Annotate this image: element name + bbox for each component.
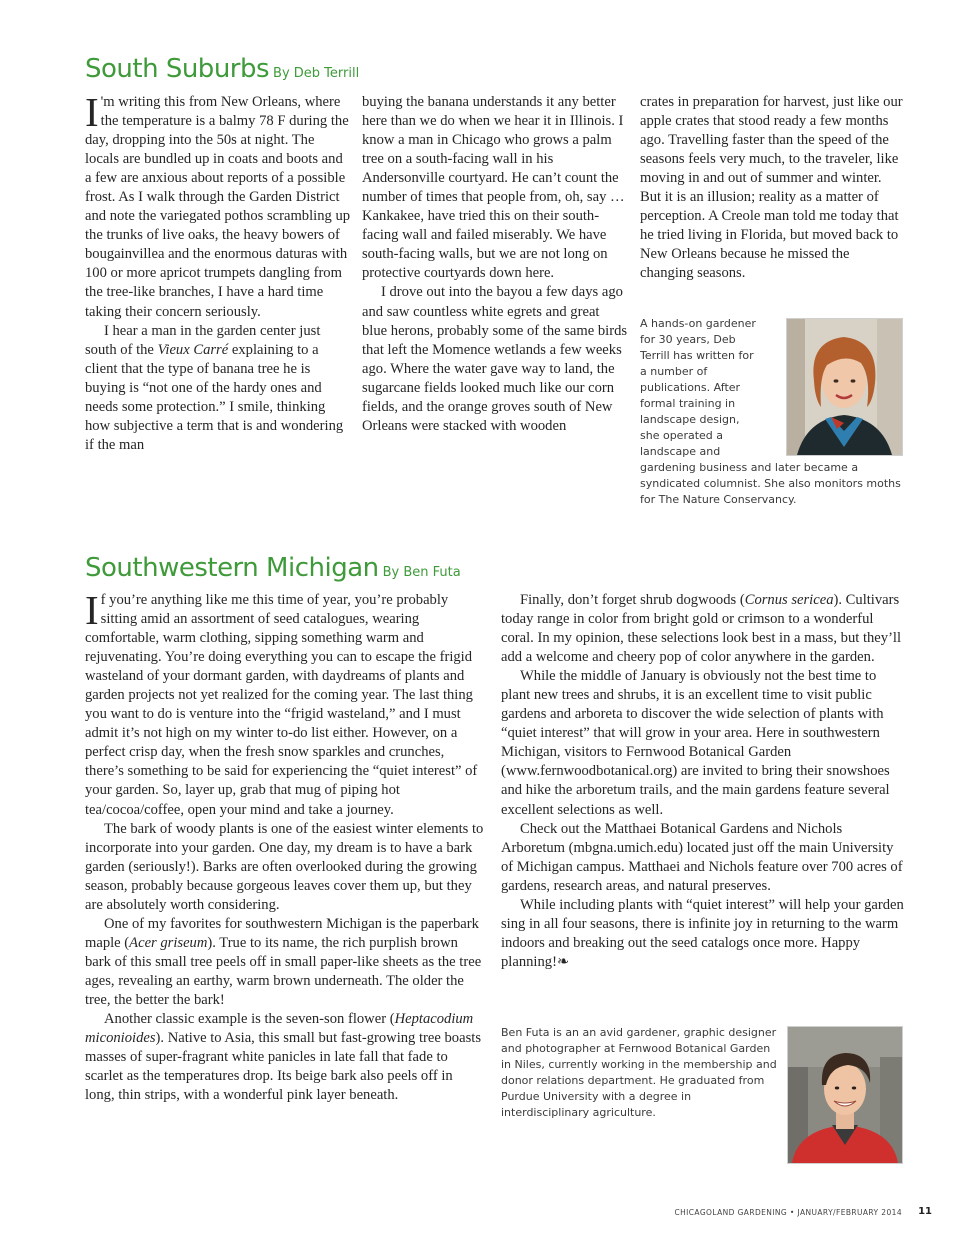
end-mark-icon: ❧ (556, 953, 570, 970)
paragraph: One of my favorites for southwestern Michigan is the paperbark maple (Acer griseum). True to its name, the rich purplish brown bark of this small tree peels off in small paper-like sheets as the tree ages, revealing an earthy, warm brown underneath. The older the tree, the better the bark! (85, 915, 482, 1008)
section-heading-southwestern-michigan (85, 555, 461, 581)
paragraph: Check out the Matthaei Botanical Gardens and Nichols Arboretum (mbgna.umich.edu) located just off the main University of Michigan campus. Matthaei and Nichols feature over 700 acres of gardens, research areas, and natural preserves. (501, 820, 903, 894)
paragraph: While including plants with “quiet interest” will help your garden sing in all four seasons, there is infinite joy in returning to the warm indoors and breaking out the seed catalogs once more. Happy planning!❧ (501, 896, 904, 970)
section-byline: By Ben Futa (382, 565, 461, 580)
article-column-2 (362, 93, 628, 436)
drop-cap: I (85, 89, 99, 135)
paragraph: While the middle of January is obviously not the best time to plant new trees and shrubs, it is an excellent time to visit public gardens and arboreta to discover the wide selection of plants with “quiet interest” that will grow in your area. Here in southwestern Michigan, visitors to Fernwood Botanical Garden (www.fernwoodbotanical.org) are invited to bring their snowshoes and hike the arboretum trails, and the main gardens feature several excellent selections as well. (501, 668, 890, 818)
drop-cap: I (85, 587, 99, 633)
paragraph: I 'm writing this from New Orleans, where the temperature is a balmy 78 F during the day, dropping into the 50s at night. The locals are bundled up in coats and boots and a few are anxious about reports of a possible frost. As I walk through the Garden District and note the variegated pothos scrambling up the trunks of live oaks, the heavy bowers of bougainvillea and the enormous daturas with 100 or more apricot trumpets dangling from the tree-like branches, I have a hard time taking their concern seriously. (85, 89, 351, 320)
article-column-2 (501, 591, 905, 972)
portrait-illustration (788, 1027, 902, 1163)
section-heading-south-suburbs (85, 56, 359, 82)
paragraph: crates in preparation for harvest, just like our apple crates that stood ready a few months ago. Travelling faster than the speed of the seasons feels very much, to the traveler, like moving in and out of summer and winter. But it is an illusion; reality as a matter of perception. A Creole man told me today that he tried living in Florida, but moved back to New Orleans because he missed the changing seasons. (640, 94, 903, 282)
section-byline: By Deb Terrill (273, 66, 360, 81)
paragraph: I hear a man in the garden center just south of the Vieux Carré explaining to a client that the type of banana tree he is buying is “not one of the hardy ones and needs some protection.” I smile, thinking how subjective a term that is and wondering if the man (85, 322, 344, 453)
bio-photo-spacer (756, 316, 902, 456)
paragraph: Another classic example is the seven-son flower (Heptacodium miconioides). Native to Asia, this small but fast-growing tree boasts masses of super-fragrant white panicles in late fall that fade to scarlet as the temperatures drop. Its beige bark also peels off in long, thin strips, with a wonderful pink layer beneath. (85, 1011, 481, 1104)
page-number: 11 (918, 1206, 932, 1217)
section-title: South Suburbs (85, 54, 270, 84)
article-column-3 (640, 93, 906, 283)
paragraph: I drove out into the bayou a few days ago and saw countless white egrets and great blue herons, probably some of the same birds that left the Momence wetlands a few weeks ago. Where the water gave way to land, the sugarcane fields looked much like our corn fields, and the orange groves south of New Orleans were stacked with wooden (362, 284, 628, 434)
paragraph: Finally, don’t forget shrub dogwoods (Cornus sericea). Cultivars today range in color from bright gold or crimson to a wonderful coral. In my opinion, these selections look best in a mass, but they’ll add a welcome and cheery pop of color anywhere in the garden. (501, 592, 902, 666)
paragraph: If you’re anything like me this time of year, you’re probably sitting amid an assortment of seed catalogues, wearing comfortable, warm clothing, sipping something warm and rejuvenating. You’re doing everything you can to escape the frigid wasteland of your dormant garden, with daydreams of plants and garden projects not yet realized for the coming year. The last thing you want to do is venture into the “frigid wasteland,” and I must admit it’s not high on my winter to-do list either. However, on a perfect crisp day, when the fresh snow sparkles and crunches, there’s something to be said for experiencing the “quiet interest” of your garden. So, layer up, grab that mug of piping hot tea/cocoa/coffee, open your mind and take a journey. (85, 587, 478, 818)
paragraph: buying the banana understands it any better here than we do when we hear it in Illinois. I know a man in Chicago who grows a palm tree on a south-facing wall in his Andersonville courtyard. He can’t count the number of times that people from, oh, say … Kankakee, have tried this on their south-facing wall and failed miserably. We have south-facing walls, but we are not long on protective courtyards down here. (362, 94, 625, 282)
article-column-1 (85, 587, 485, 1105)
author-bio-deb-terrill: A hands-on gardener for 30 years, Deb Terrill has written for a number of publications. After formal training in landscape design, she operated a landscape and gardening business and later became a syndicated columnist. She also monitors moths for The Nature Conservancy. (640, 317, 901, 506)
paragraph: The bark of woody plants is one of the easiest winter elements to incorporate into your garden. One day, my dream is to have a bark garden (seriously!). Barks are often overlooked during the growing season, probably because gorgeous leaves cover them up, but they are absolutely worth considering. (85, 820, 484, 913)
author-photo-ben-futa (787, 1026, 903, 1164)
section-title: Southwestern Michigan (85, 553, 379, 583)
article-column-1 (85, 89, 351, 455)
publication-footer: CHICAGOLAND GARDENING • JANUARY/FEBRUARY 2014 (674, 1208, 902, 1217)
author-bio-ben-futa: Ben Futa is an an avid gardener, graphic designer and photographer at Fernwood Botanical Garden in Niles, currently working in the membership and donor relations department. He graduated from Purdue University with a degree in interdisciplinary agriculture. (501, 1026, 777, 1119)
